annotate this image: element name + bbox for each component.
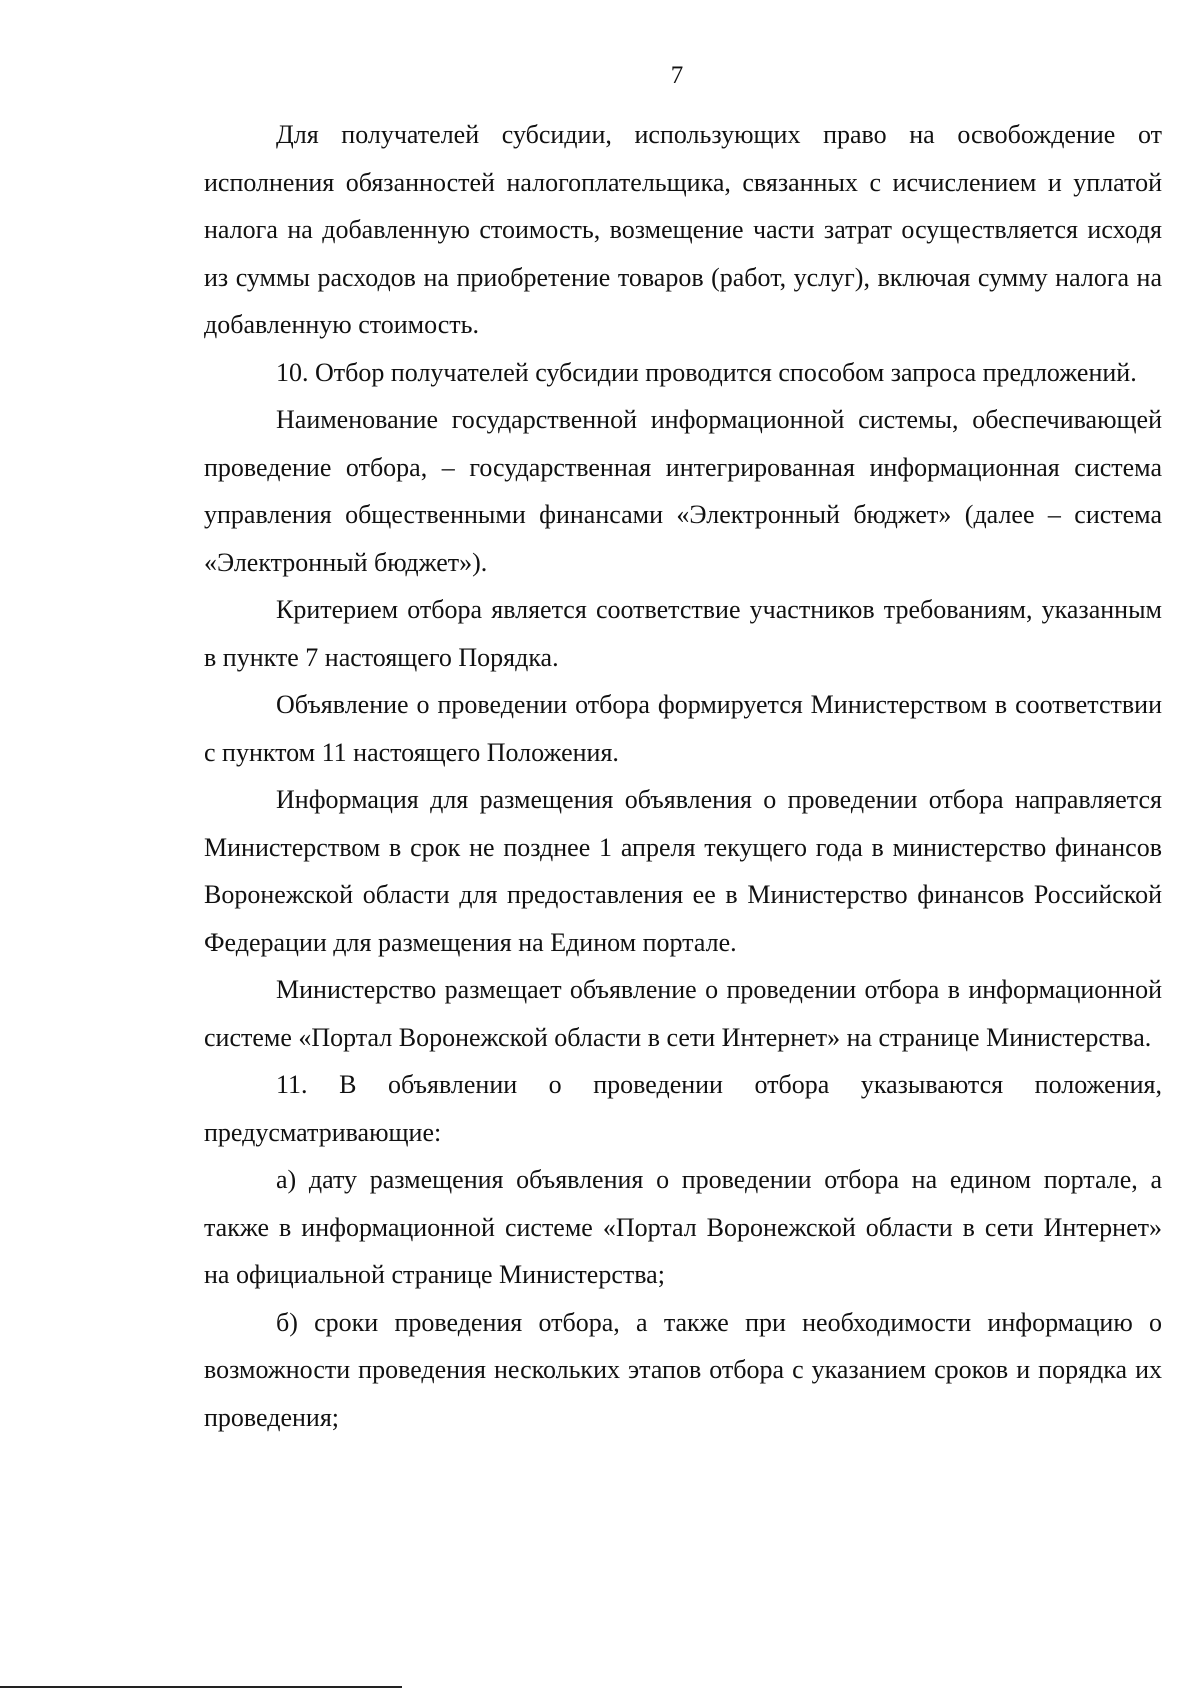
paragraph-selection-criterion: Критерием отбора является соответствие участников требованиям, указанным в пункте 7 настоящего Порядка. xyxy=(204,595,1162,672)
page-number: 7 xyxy=(670,62,684,89)
paragraph-11-announcement-contents: 11. В объявлении о проведении отбора указываются положения, предусматривающие: xyxy=(204,1070,1162,1147)
paragraph-announcement-placement: Министерство размещает объявление о проведении отбора в информационной системе «Портал Воронежской области в сети Интернет» на странице Министерства. xyxy=(204,975,1162,1052)
list-item-b: б) сроки проведения отбора, а также при необходимости информацию о возможности проведения нескольких этапов отбора с указанием сроков и порядка их проведения; xyxy=(204,1307,1162,1432)
paragraph-information-system: Наименование государственной информационной системы, обеспечивающей проведение отбора, – государственная интегрированная информационная система управления общественными финансами «Электронный бюджет» (далее – система «Электронный бюджет»). xyxy=(204,405,1162,577)
list-item-a: а) дату размещения объявления о проведении отбора на едином портале, а также в информационной системе «Портал Воронежской области в сети Интернет» на официальной странице Министерства; xyxy=(204,1165,1162,1289)
paragraph-10-selection-method: 10. Отбор получателей субсидии проводится способом запроса предложений. xyxy=(276,357,1137,387)
paragraph-announcement-formation: Объявление о проведении отбора формируется Министерством в соответствии с пунктом 11 настоящего Положения. xyxy=(204,690,1162,767)
paragraph-announcement-submission: Информация для размещения объявления о проведении отбора направляется Министерством в срок не позднее 1 апреля текущего года в министерство финансов Воронежской области для предоставления ее в Министерство финансов Российской Федерации для размещения на Едином портале. xyxy=(204,785,1162,957)
footer-rule xyxy=(0,1686,402,1688)
document-body xyxy=(204,111,1162,1441)
paragraph-vat-exemption: Для получателей субсидии, использующих право на освобождение от исполнения обязанностей налогоплательщика, связанных с исчислением и уплатой налога на добавленную стоимость, возмещение части затрат осуществляется исходя из суммы расходов на приобретение товаров (работ, услуг), включая сумму налога на добавленную стоимость. xyxy=(204,120,1162,339)
